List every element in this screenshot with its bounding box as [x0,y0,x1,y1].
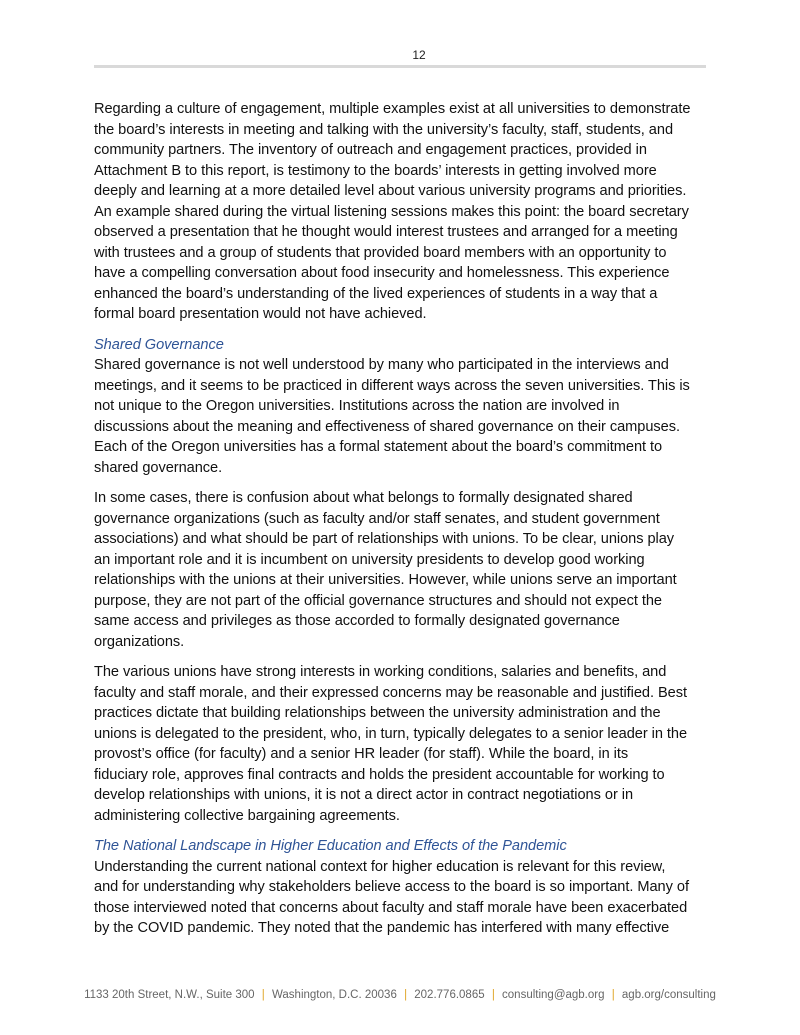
footer-website-link[interactable]: agb.org/consulting [621,989,716,1001]
text-line: community partners. The inventory of outreach and engagement practices, provided in [94,142,647,158]
paragraph-union-interests [94,662,744,826]
text-line: Shared governance is not well understood by many who participated in the interviews and [94,357,669,373]
document-body [94,99,744,949]
text-line: Understanding the current national context for higher education is relevant for this review, [94,858,666,875]
text-line: and for understanding why stakeholders believe access to the board is so important. Many of [94,879,689,895]
text-line: shared governance. [94,459,223,476]
text-line: the board’s interests in meeting and talking with the university’s faculty, staff, students, and [94,121,674,138]
footer-city: Washington, D.C. 20036 [271,989,397,1001]
text-line: formal board presentation would not have achieved. [94,306,427,322]
text-line: purpose, they are not part of the official governance structures and should not expect the [94,592,662,609]
text-line: by the COVID pandemic. They noted that the pandemic has interfered with many effective [94,920,670,936]
text-line: The various unions have strong interests in working conditions, salaries and benefits, and [94,664,667,680]
text-line: develop relationships with unions, it is not a direct actor in contract negotiations or in [94,787,634,803]
text-line: Each of the Oregon universities has a formal statement about the board’s commitment to [94,439,663,455]
page-number: 12 [412,48,426,62]
footer-separator: | [611,989,615,1001]
page-footer [0,989,800,1001]
text-line: faculty and staff morale, and their expressed concerns may be reasonable and justified. Best [94,684,688,701]
footer-separator: | [261,989,265,1001]
text-line: deeply and learning at a more detailed level about various university programs and priorities. [94,183,687,199]
text-line: administering collective bargaining agreements. [94,807,400,824]
text-line: meetings, and it seems to be practiced in different ways across the seven universities. This is [94,377,690,394]
text-line: associations) and what should be part of relationships with unions. To be clear, unions play [94,531,675,547]
text-line: governance organizations (such as faculty and/or staff senates, and student government [94,510,660,527]
text-line: organizations. [94,633,185,650]
text-line: with trustees and a group of students that provided board members with an opportunity to [94,244,667,261]
text-line: practices dictate that building relationships between the university administration and the [94,705,661,721]
text-line: those interviewed noted that concerns about faculty and staff morale have been exacerbated [94,899,688,916]
text-line: an important role and it is incumbent on university presidents to develop good working [94,551,645,568]
paragraph-national-context [94,857,744,939]
paragraph-unions [94,488,744,652]
footer-phone: 202.776.0865 [414,989,485,1001]
text-line: fiduciary role, approves final contracts and holds the president accountable for working to [94,766,665,783]
header-rule [94,65,706,68]
text-line: Regarding a culture of engagement, multiple examples exist at all universities to demonstrate [94,101,691,117]
text-line: enhanced the board’s understanding of the lived experiences of students in a way that a [94,285,658,302]
text-line: relationships with the unions at their universities. However, while unions serve an important [94,572,677,588]
footer-separator: | [491,989,495,1001]
text-line: In some cases, there is confusion about what belongs to formally designated shared [94,490,633,506]
text-line: provost’s office (for faculty) and a senior HR leader (for staff). While the board, in its [94,746,629,762]
text-line: discussions about the meaning and effectiveness of shared governance on their campuses. [94,418,680,435]
text-line: observed a presentation that he thought would interest trustees and arranged for a meeting [94,224,678,240]
text-line: same access and privileges as those accorded to formally designated governance [94,613,620,629]
text-line: have a compelling conversation about food insecurity and homelessness. This experience [94,265,670,281]
text-line: Attachment B to this report, is testimony to the boards’ interests in getting involved more [94,162,657,179]
text-line: unions is delegated to the president, who, in turn, typically delegates to a senior leader in the [94,725,688,742]
footer-separator: | [404,989,408,1001]
footer-address: 1133 20th Street, N.W., Suite 300 [84,989,255,1001]
footer-email-link[interactable]: consulting@agb.org [502,989,605,1001]
text-line: not unique to the Oregon universities. Institutions across the nation are involved in [94,398,620,414]
text-line: An example shared during the virtual listening sessions makes this point: the board secretary [94,203,689,220]
section-heading-shared-governance: Shared Governance [94,336,224,353]
paragraph-culture-of-engagement [94,99,744,325]
paragraph-shared-governance [94,355,744,478]
section-heading-national-landscape: The National Landscape in Higher Education and Effects of the Pandemic [94,838,567,854]
